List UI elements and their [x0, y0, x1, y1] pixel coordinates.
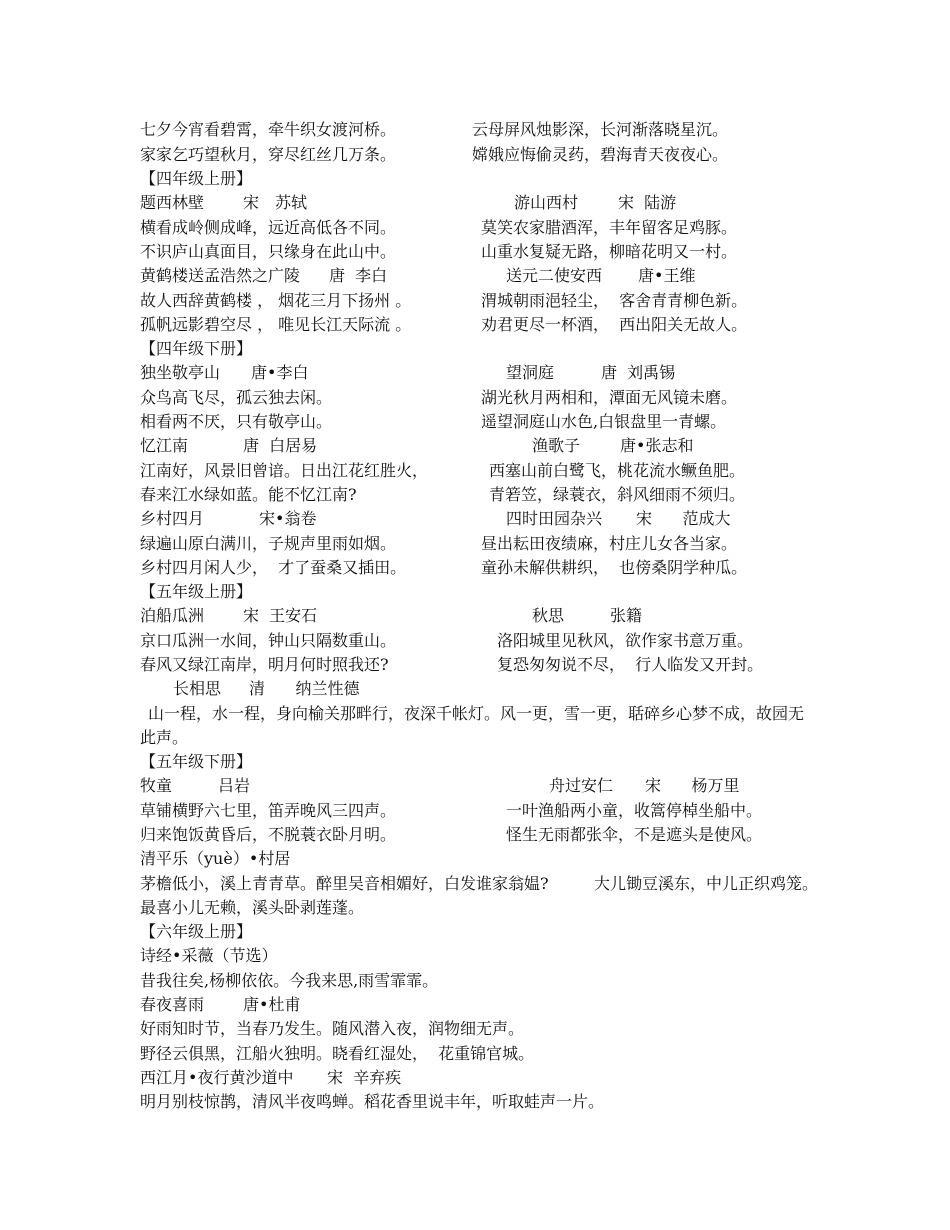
poem-title: 乡村四月	[140, 509, 205, 528]
text-line	[0, 216, 950, 240]
poem-author: 宋•翁卷	[259, 509, 317, 528]
text-line	[0, 532, 950, 556]
poem-author: 唐•张志和	[620, 436, 694, 455]
text-line	[0, 313, 950, 337]
line-left: 横看成岭侧成峰，远近高低各不同。	[140, 218, 397, 237]
poem-title: 望洞庭	[506, 363, 555, 382]
text-line	[0, 896, 950, 920]
line-right: 云母屏风烛影深，长河渐落晓星沉。	[472, 120, 729, 139]
section-heading-text: 【六年级上册】	[140, 922, 253, 941]
section-heading	[0, 337, 950, 361]
text-line	[0, 118, 950, 142]
poem-title: 西江月•夜行黄沙道中	[140, 1068, 294, 1087]
poem-title-line	[0, 774, 950, 798]
poem-author: 宋 陆游	[618, 193, 677, 212]
poem-title-line	[0, 993, 950, 1017]
text-line	[0, 240, 950, 264]
text-line	[0, 1090, 950, 1114]
poem-title: 清平乐（yuè）•村居	[140, 849, 291, 868]
poem-author: 唐 李白	[329, 266, 388, 285]
poem-title: 渔歌子	[532, 436, 581, 455]
section-heading	[0, 167, 950, 191]
poem-title: 题西林壁	[140, 193, 205, 212]
poem-title: 牧童	[140, 776, 173, 795]
line-left: 江南好，风景旧曾谙。日出江花红胜火，	[140, 461, 429, 480]
line-left: 草铺横野六七里，笛弄晚风三四声。	[140, 801, 397, 820]
text-line	[0, 289, 950, 313]
poem-title: 春夜喜雨	[140, 995, 205, 1014]
line-left: 七夕今宵看碧霄，牵牛织女渡河桥。	[140, 120, 397, 139]
line-right: 西塞山前白鹭飞，桃花流水鳜鱼肥。	[489, 461, 746, 480]
text-line	[0, 969, 950, 993]
line-right: 莫笑农家腊酒浑，丰年留客足鸡豚。	[481, 218, 738, 237]
poem-author: 宋 杨万里	[645, 776, 740, 795]
poem-author: 宋 王安石	[243, 606, 318, 625]
poem-author: 宋 苏轼	[243, 193, 308, 212]
poem-title-line	[0, 604, 950, 628]
line-left: 春来江水绿如蓝。能不忆江南?	[140, 485, 357, 504]
text-line	[0, 483, 950, 507]
poem-title-line	[0, 1066, 950, 1090]
section-heading	[0, 580, 950, 604]
section-heading-text: 【四年级上册】	[140, 169, 253, 188]
poem-title: 长相思	[173, 679, 222, 698]
line-left: 相看两不厌，只有敬亭山。	[140, 412, 333, 431]
line-left: 野径云俱黑，江船火独明。晓看红湿处， 花重锦官城。	[140, 1044, 535, 1063]
poem-title: 送元二使安西	[506, 266, 603, 285]
line-left: 最喜小儿无赖，溪头卧剥莲蓬。	[140, 898, 365, 917]
line-left: 绿遍山原白满川，子规声里雨如烟。	[140, 534, 397, 553]
text-line	[0, 459, 950, 483]
text-line	[0, 653, 950, 677]
poem-title-line	[0, 847, 950, 871]
text-line	[0, 143, 950, 167]
line-right: 劝君更尽一杯酒， 西出阳关无故人。	[481, 315, 748, 334]
line-right: 复恐匆匆说不尽， 行人临发又开封。	[497, 655, 764, 674]
line-left: 众鸟高飞尽，孤云独去闲。	[140, 388, 333, 407]
poem-author: 唐 刘禹锡	[601, 363, 676, 382]
text-line	[0, 726, 950, 750]
line-right: 山重水复疑无路，柳暗花明又一村。	[481, 242, 738, 261]
poem-title-line	[0, 944, 950, 968]
poem-title: 舟过安仁	[549, 776, 614, 795]
text-line	[0, 629, 950, 653]
text-line	[0, 823, 950, 847]
text-line	[0, 872, 950, 896]
text-line	[0, 386, 950, 410]
poem-title: 黄鹤楼送孟浩然之广陵	[140, 266, 301, 285]
line-left: 不识庐山真面目，只缘身在此山中。	[140, 242, 397, 261]
poem-title: 秋思	[532, 606, 565, 625]
poem-author: 吕岩	[218, 776, 251, 795]
line-left: 明月别枝惊鹊，清风半夜鸣蝉。稻花香里说丰年，听取蛙声一片。	[140, 1092, 605, 1111]
line-left: 京口瓜洲一水间，钟山只隔数重山。	[140, 631, 397, 650]
line-right: 大儿锄豆溪东，中儿正织鸡笼。	[594, 874, 819, 893]
poem-title-line	[0, 191, 950, 215]
poem-author: 唐•王维	[638, 266, 696, 285]
poem-author: 唐•李白	[251, 363, 309, 382]
line-left: 归来饱饭黄昏后，不脱蓑衣卧月明。	[140, 825, 397, 844]
text-line	[0, 1017, 950, 1041]
poem-title: 独坐敬亭山	[140, 363, 221, 382]
text-line	[0, 702, 950, 726]
line-left: 春风又绿江南岸，明月何时照我还?	[140, 655, 389, 674]
line-left: 此声。	[140, 728, 189, 747]
line-left: 家家乞巧望秋月，穿尽红丝几万条。	[140, 145, 397, 164]
line-left: 昔我往矣,杨柳依依。今我来思,雨雪霏霏。	[140, 971, 439, 990]
line-right: 青箬笠，绿蓑衣，斜风细雨不须归。	[489, 485, 746, 504]
line-left: 茅檐低小，溪上青青草。醉里吴音相媚好，白发谁家翁媪?	[140, 874, 549, 893]
poem-author: 张籍	[610, 606, 643, 625]
line-right: 童孙未解供耕织， 也傍桑阴学种瓜。	[481, 558, 748, 577]
section-heading	[0, 750, 950, 774]
text-line	[0, 410, 950, 434]
line-right: 一叶渔船两小童，收篙停棹坐船中。	[506, 801, 763, 820]
section-heading	[0, 920, 950, 944]
line-right: 遥望洞庭山水色,白银盘里一青螺。	[481, 412, 727, 431]
poem-title-line	[0, 507, 950, 531]
line-right: 昼出耘田夜绩麻，村庄儿女各当家。	[481, 534, 738, 553]
line-left: 孤帆远影碧空尽 ， 唯见长江天际流 。	[140, 315, 412, 334]
text-line	[0, 1042, 950, 1066]
line-right: 洛阳城里见秋风，欲作家书意万重。	[497, 631, 754, 650]
poem-title-line	[0, 264, 950, 288]
poem-title-line	[0, 434, 950, 458]
section-heading-text: 【四年级下册】	[140, 339, 253, 358]
line-right: 渭城朝雨浥轻尘， 客舍青青柳色新。	[481, 291, 748, 310]
poem-author: 宋 范成大	[636, 509, 731, 528]
poem-author: 唐 白居易	[243, 436, 318, 455]
poem-author: 宋 辛弃疾	[327, 1068, 402, 1087]
poem-title-line	[0, 677, 950, 701]
line-right: 嫦娥应悔偷灵药，碧海青天夜夜心。	[472, 145, 729, 164]
section-heading-text: 【五年级上册】	[140, 582, 253, 601]
poem-title: 游山西村	[514, 193, 579, 212]
text-line	[0, 799, 950, 823]
poem-title: 诗经•采薇（节选）	[140, 946, 278, 965]
line-right: 怪生无雨都张伞，不是遮头是使风。	[506, 825, 763, 844]
poem-author: 唐•杜甫	[243, 995, 301, 1014]
poem-title: 四时田园杂兴	[506, 509, 603, 528]
section-heading-text: 【五年级下册】	[140, 752, 253, 771]
line-left: 山一程，水一程，身向榆关那畔行，夜深千帐灯。风一更，雪一更，聒碎乡心梦不成，故园无	[148, 704, 805, 723]
text-line	[0, 556, 950, 580]
line-left: 乡村四月闲人少， 才了蚕桑又插田。	[140, 558, 407, 577]
line-left: 好雨知时节，当春乃发生。随风潜入夜，润物细无声。	[140, 1019, 525, 1038]
line-left: 故人西辞黄鹤楼 ， 烟花三月下扬州 。	[140, 291, 412, 310]
poem-title-line	[0, 361, 950, 385]
poem-title: 忆江南	[140, 436, 189, 455]
poem-author: 清 纳兰性德	[249, 679, 360, 698]
line-right: 湖光秋月两相和，潭面无风镜未磨。	[481, 388, 738, 407]
poem-title: 泊船瓜洲	[140, 606, 205, 625]
